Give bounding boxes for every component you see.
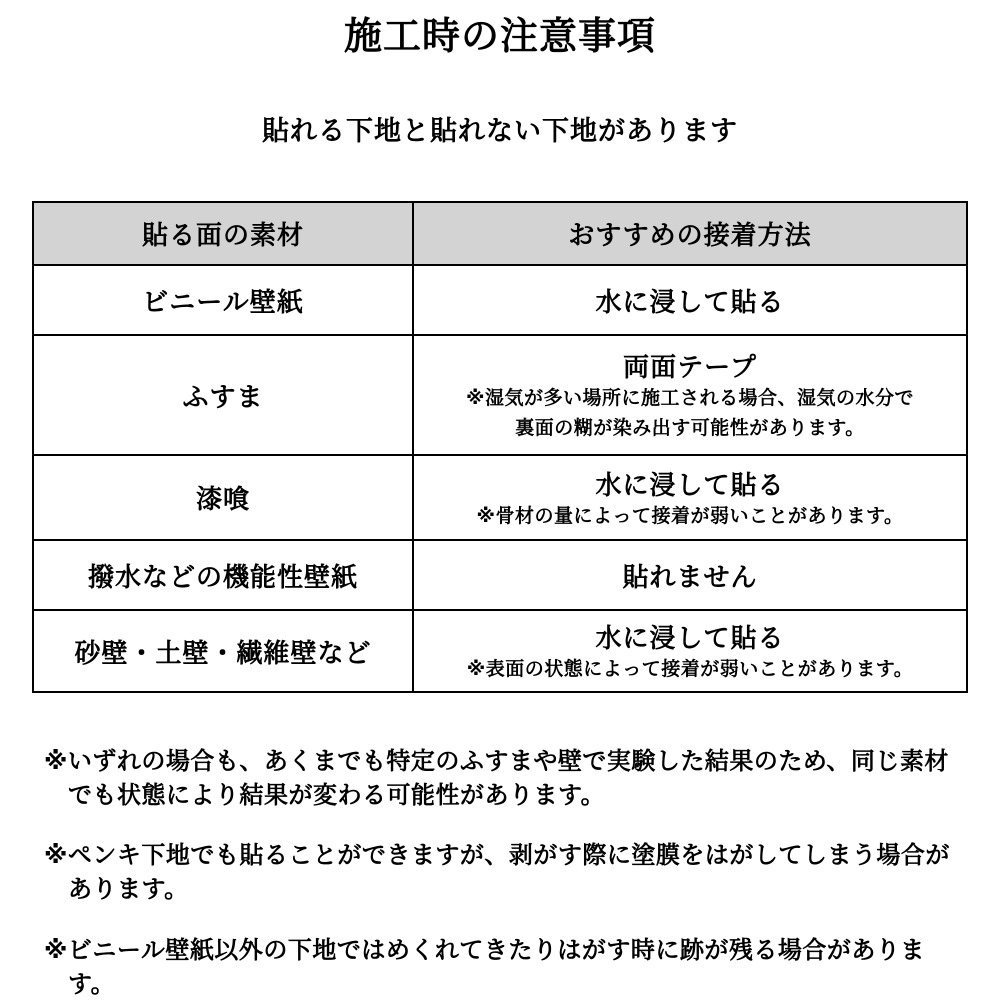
method-label: 水に浸して貼る	[595, 469, 785, 500]
column-header-method: おすすめの接着方法	[413, 202, 967, 265]
material-cell: 撥水などの機能性壁紙	[33, 540, 413, 610]
footnotes-section	[0, 745, 1000, 1000]
method-label: 貼れません	[622, 561, 758, 592]
method-note-line: 裏面の糊が染み出す可能性があります。	[515, 417, 865, 439]
table-row	[33, 455, 967, 540]
adhesion-method-table	[32, 201, 968, 693]
method-note-line: ※表面の状態によって接着が弱いことがあります。	[466, 659, 914, 681]
table-header-row	[33, 202, 967, 265]
method-label: 水に浸して貼る	[595, 286, 785, 317]
method-note-line: ※骨材の量によって接着が弱いことがあります。	[476, 505, 904, 527]
table-row	[33, 610, 967, 692]
material-cell: ふすま	[33, 335, 413, 455]
method-note-line: ※湿気が多い場所に施工される場合、湿気の水分で	[466, 388, 914, 410]
column-header-material: 貼る面の素材	[33, 202, 413, 265]
page-subtitle: 貼れる下地と貼れない下地があります	[262, 116, 738, 147]
method-cell	[413, 610, 967, 692]
material-cell: 漆喰	[33, 455, 413, 540]
table-row	[33, 335, 967, 455]
method-label: 水に浸して貼る	[595, 623, 785, 654]
footnote: ※ビニール壁紙以外の下地ではめくれてきたりはがす時に跡が残る場合があります。	[44, 936, 925, 998]
method-cell	[413, 335, 967, 455]
footnote: ※いずれの場合も、あくまでも特定のふすまや壁で実験した結果のため、同じ素材でも状態により結果が変わる可能性があります。	[44, 748, 949, 810]
material-cell: 砂壁・土壁・繊維壁など	[33, 610, 413, 692]
method-cell	[413, 540, 967, 610]
table-row	[33, 265, 967, 335]
method-cell	[413, 265, 967, 335]
method-cell	[413, 455, 967, 540]
table-row	[33, 540, 967, 610]
page-title: 施工時の注意事項	[343, 16, 656, 58]
method-label: 両面テープ	[623, 352, 757, 383]
footnote: ※ペンキ下地でも貼ることができますが、剥がす際に塗膜をはがしてしまう場合があります。	[44, 842, 950, 904]
material-cell: ビニール壁紙	[33, 265, 413, 335]
